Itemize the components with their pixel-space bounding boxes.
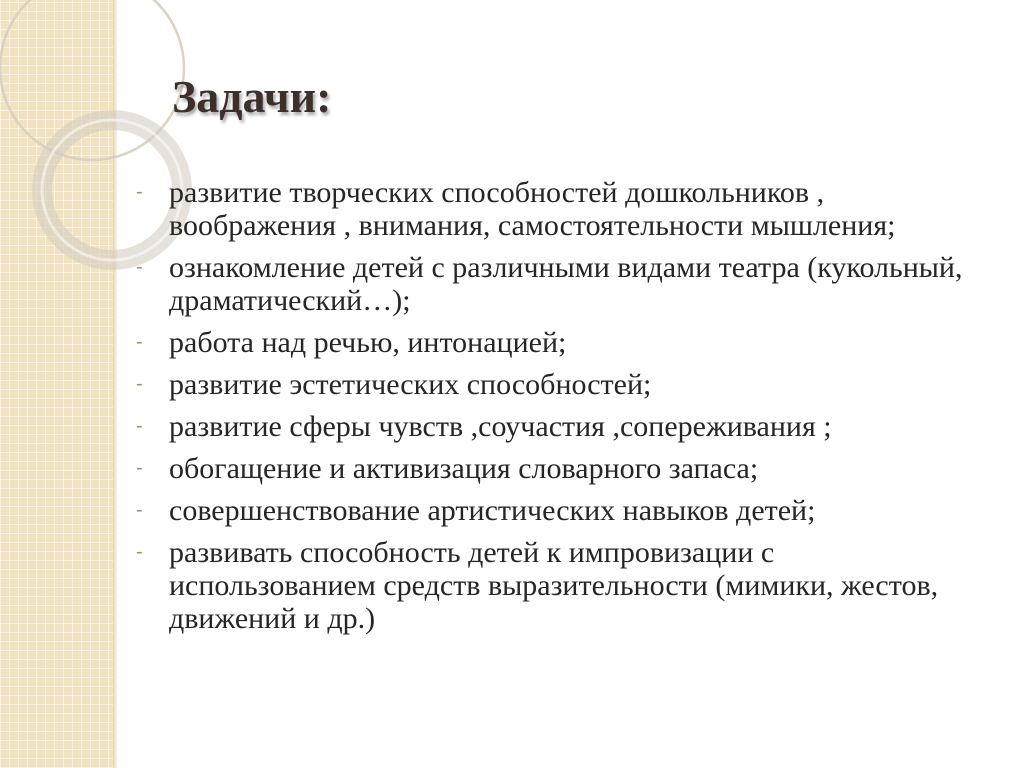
list-item xyxy=(136,368,976,401)
bullet-dash: - xyxy=(136,415,143,437)
list-item xyxy=(136,251,976,317)
slide-title: Задачи: xyxy=(172,71,332,122)
task-text: развитие творческих способностей дошкольников , воображения , внимания, самостоятельности мышления; xyxy=(169,176,896,242)
list-item xyxy=(136,494,976,527)
bullet-dash: - xyxy=(136,499,143,521)
list-item xyxy=(136,176,976,242)
task-text: ознакомление детей с различными видами театра (кукольный, драматический…); xyxy=(169,251,963,317)
bullet-dash: - xyxy=(136,181,143,203)
list-item xyxy=(136,326,976,359)
task-text: обогащение и активизация словарного запаса; xyxy=(169,452,759,485)
tasks-list xyxy=(136,176,976,644)
bullet-dash: - xyxy=(136,541,143,563)
task-text: развитие эстетических способностей; xyxy=(169,368,652,401)
list-item xyxy=(136,536,976,635)
list-item xyxy=(136,410,976,443)
list-item xyxy=(136,452,976,485)
bullet-dash: - xyxy=(136,331,143,353)
task-text: развивать способность детей к импровизации с использованием средств выразительности (мимики, жестов, движений и др.) xyxy=(169,536,939,635)
bullet-dash: - xyxy=(136,256,143,278)
bullet-dash: - xyxy=(136,373,143,395)
task-text: совершенствование артистических навыков детей; xyxy=(169,494,816,527)
task-text: развитие сферы чувств ,соучастия ,сопереживания ; xyxy=(169,410,832,443)
task-text: работа над речью, интонацией; xyxy=(169,326,567,359)
bullet-dash: - xyxy=(136,457,143,479)
